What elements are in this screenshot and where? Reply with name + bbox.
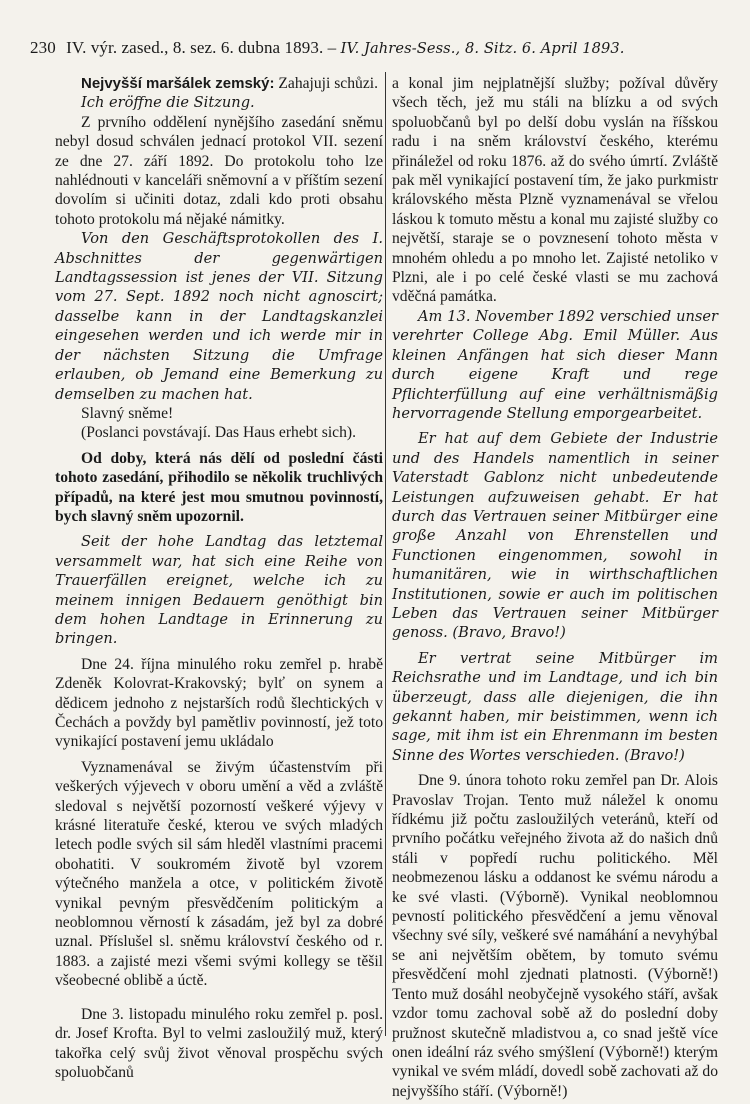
paragraph: Am 13. November 1892 verschied unser verehrter College Abg. Emil Müller. Aus kleinen Anfängen hat sich dieser Mann durch eigene Kraft und rege Pflichterfüllung auf eine verhältnismäßig hervorragende Stellung emporgearbeitet. xyxy=(392,307,718,422)
header-czech: IV. výr. zased., 8. sez. 6. dubna 1893. xyxy=(66,38,324,57)
page-number: 230 xyxy=(30,38,56,57)
paragraph: a konal jim nejplatnější služby; požíval důvěry všech těch, jež mu stáli na blízku a od svých spoluobčanů byl po delší dobu vyslán na říšskou radu i na sněm království českého, kterému přináležel od roku 1876. až do svého úmrtí. Zvláště pak měl vynikající postavení tím, že jako purkmistr královského města Plzně vyznamenával se vřelou láskou k tomuto městu a konal mu zajisté služby co největší, staraje se o povznesení tohoto města v mnohém ohledu a po mnoho let. Zajisté netoliko v Plzni, ale i po celé české vlasti se mu zachová vděčná památka. xyxy=(392,75,718,306)
paragraph: Slavný sněme! xyxy=(81,404,174,422)
paragraph: Dne 24. října minulého roku zemřel p. hrabě Zdeněk Kolovrat-Krakovský; bylť on synem a dědicem jednoho z nejstarších rodů šlechtických v Čechách a povždy byl pamětliv povinností, jež toto vynikající postavení jemu ukládalo xyxy=(55,655,383,751)
paragraph: Dne 3. listopadu minulého roku zemřel p. posl. dr. Josef Krofta. Byl to velmi zasloužilý muž, který takořka celý svůj život věnoval prospěchu svých spoluobčanů xyxy=(55,1005,383,1081)
column-divider xyxy=(385,72,386,1036)
speaker-text: Zahajuji schůzi. xyxy=(274,75,378,92)
paragraph: Er hat auf dem Gebiete der Industrie und des Handels namentlich in seiner Vaterstadt Gablonz nicht unbedeutende Leistungen aufzuweisen gehabt. Er hat durch das Vertrauen seiner Mitbürger eine große Anzahl von Ehrenstellen und Functionen eingenommen, sowohl in humanitären, wie in wirthschaftlichen Institutionen, sowie er auch im politischen Leben das Vertrauen seiner Mitbürger genoss. (Bravo, Bravo!) xyxy=(392,430,718,642)
paragraph: Z prvního oddělení nynějšího zasedání sněmu nebyl dosud schválen jednací protokol VII. sezení ze dne 27. září 1892. Do protokolu toho lze nahlédnouti v kanceláři sněmovní a v příštím sezení dovolím si učiniti dotaz, zdali kdo proti obsahu tohoto protokolu má nějaké námitky. xyxy=(55,113,383,228)
paragraph: Seit der hohe Landtag das letztemal versammelt war, hat sich eine Reihe von Trauerfällen ereignet, welche ich zu meinem innigen Bedauern genöthigt bin dem hohen Landtage in Erinnerung zu bringen. xyxy=(55,533,383,648)
header-separator: – xyxy=(327,38,337,57)
paragraph: Vyznamenával se živým účastenstvím při veškerých výjevech v oboru umění a věd a zvláště sledoval s největší pozorností veškeré výjevy v krásné literatuře české, kterou ve svých mladých letech podle svých sil sám hleděl vlastními pracemi obohatiti. V soukromém životě byl vzorem výtečného manžela a otce, v politickém životě vynikal pevným přesvědčením politickým a neoblomnou věrností k zásadám, jež byl za dobré uznal. Příslušel sl. sněmu království českého od r. 1883. a zajisté mezi všemi svými kollegy se těšil všeobecné oblibě a úctě. xyxy=(55,758,383,990)
paragraph: Od doby, která nás dělí od poslední části tohoto zasedání, přihodilo se několik truchlivých případů, na které jest mou smutnou povinností, bych slavný sněm upozornil. xyxy=(55,449,383,525)
speaker-line xyxy=(55,74,383,93)
paragraph: Ich eröffne die Sitzung. xyxy=(81,94,255,112)
paragraph: Er vertrat seine Mitbürger im Reichsrathe und im Landtage, und ich bin überzeugt, dass alle diejenigen, die ihn gekannt haben, mir beistimmen, wenn ich sage, mit ihm ist ein Ehrenmann im besten Sinne des Wortes verschieden. (Bravo!) xyxy=(392,649,718,764)
page-header xyxy=(30,38,700,58)
paragraph: (Poslanci povstávají. Das Haus erhebt sich). xyxy=(81,424,356,442)
right-column xyxy=(392,74,718,1101)
speaker-name: Nejvyšší maršálek zemský: xyxy=(81,75,275,92)
paragraph: Von den Geschäftsprotokollen des I. Abschnittes der gegenwärtigen Landtagssession ist jenes der VII. Sitzung vom 27. Sept. 1892 noch nicht agnoscirt; dasselbe kann in der Landtagskanzlei eingesehen werden und ich werde mir in der nächsten Sitzung die Umfrage erlauben, ob Jemand eine Bemerkung zu demselben zu machen hat. xyxy=(55,230,383,403)
header-german: IV. Jahres-Sess., 8. Sitz. 6. April 1893. xyxy=(340,40,625,57)
paragraph: Dne 9. února tohoto roku zemřel pan Dr. Alois Pravoslav Trojan. Tento muž náležel k onomu řídkému již počtu zasloužilých veteránů, kteří od prvního počátku veřejného života až do našich dnů stáli v popředí ruchu politického. Měl neobmezenou lásku a oddanost ke svému národu a ke své vlasti. (Výborně). Vynikal neoblomnou pevností politického přesvědčení a jemu věnoval všechny své síly, veškeré své namáhání a nevyhýbal se ani největším obětem, by tomuto svému přesvědčení mohl zjednati platnosti. (Výborně!) Tento muž dosáhl neobyčejně vysokého stáří, avšak vzdor tomu zachoval sobě až do poslední doby pružnost skutečně mladistvou a, co snad ještě více onen ideální ráz svého smýšlení (Výborně!) kterým vynikal ve svém mládí, dovedl sobě zachovati až do nejvyššího stáří. (Výborně!) xyxy=(392,772,718,1100)
left-column xyxy=(55,74,383,1082)
